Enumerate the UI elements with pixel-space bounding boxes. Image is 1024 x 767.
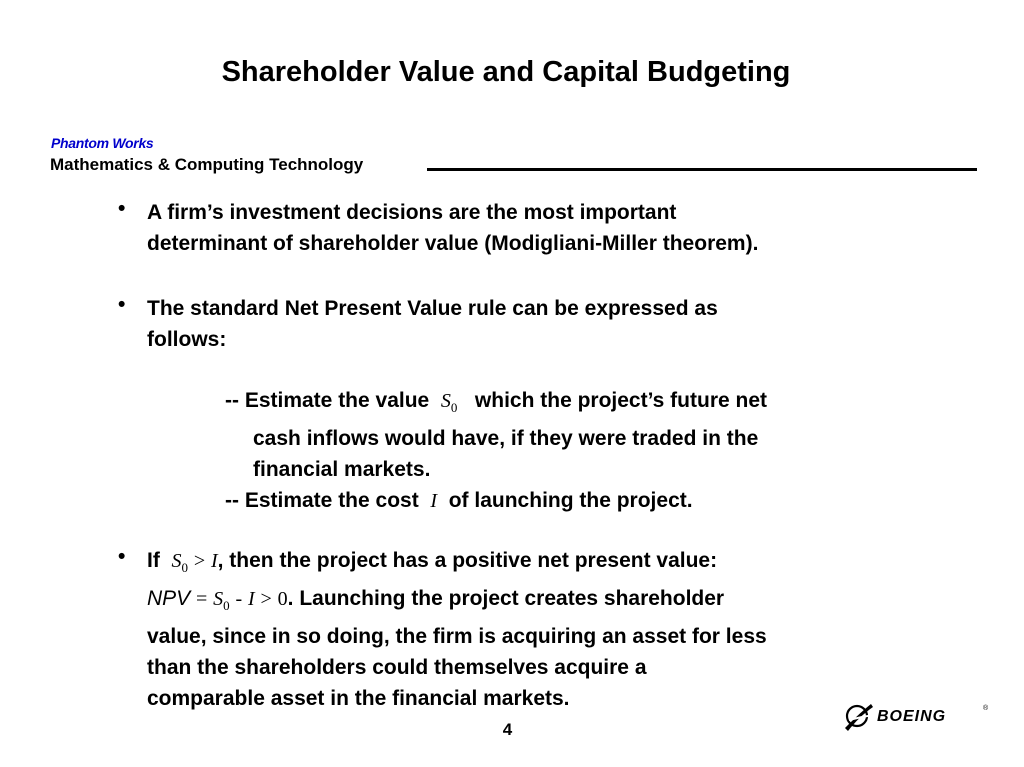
sub-item-1-line-1: [225, 385, 767, 423]
boeing-logo: [843, 700, 993, 739]
math-s0: $S_0$: [171, 550, 188, 575]
bullet-2-line-2: follows:: [147, 328, 227, 351]
bullet-3-line-1: If $S_0 > I$, then the project has a positive net present value:: [147, 549, 718, 575]
bullet-3-line-5: comparable asset in the financial markets.: [147, 687, 570, 710]
bullet-1-text: [147, 197, 758, 259]
bullet-glyph: •: [118, 197, 126, 220]
slide-title: Shareholder Value and Capital Budgeting: [221, 56, 791, 88]
bullet-2-text: [147, 293, 718, 355]
bullet-3-line-2: NPV = $S_0 - I > 0$. Launching the project creates shareholder: [147, 587, 725, 613]
bullet-3-line-4: than the shareholders could themselves acquire a: [147, 656, 647, 679]
sub-item-1-line-2: cash inflows would have, if they were traded in the: [253, 427, 759, 450]
math-gt: >: [193, 550, 206, 572]
math-s0: $S_0$: [213, 588, 230, 613]
sub-item-2-start: -- Estimate the cost: [225, 489, 419, 512]
svg-text:BOEING: BOEING: [877, 708, 947, 725]
sub-item-2-end: of launching the project.: [448, 489, 693, 512]
sub-item-2: [225, 485, 767, 517]
svg-text:®: ®: [983, 705, 989, 712]
header-subtitle: Mathematics & Computing Technology: [50, 155, 364, 174]
math-i: I: [248, 588, 255, 610]
math-npv: NPV: [147, 587, 191, 610]
bullet-glyph: •: [118, 545, 126, 568]
bullet-3-line-3: value, since in so doing, the firm is acquiring an asset for less: [147, 625, 767, 648]
brand-name: Phantom Works: [51, 135, 154, 151]
bullet-1-line-1: A firm’s investment decisions are the most important: [147, 201, 677, 224]
math-s0: $S_0$: [440, 390, 458, 415]
bullet-glyph: •: [118, 293, 126, 316]
page-number: 4: [502, 720, 513, 739]
sub-item-1-start: -- Estimate the value: [225, 389, 430, 412]
header-rule: [427, 168, 977, 171]
bullet-3-text: [147, 545, 767, 714]
math-i: I: [210, 550, 218, 572]
boeing-logo-icon: [843, 700, 993, 734]
bullet-2-line-1: The standard Net Present Value rule can be expressed as: [147, 297, 718, 320]
sub-item-1-line-3: financial markets.: [253, 458, 431, 481]
math-i: I: [430, 490, 438, 512]
sub-item-1: [225, 385, 767, 517]
sub-item-1-end: which the project’s future net: [474, 389, 768, 412]
bullet-1-line-2: determinant of shareholder value (Modigliani-Miller theorem).: [147, 232, 759, 255]
